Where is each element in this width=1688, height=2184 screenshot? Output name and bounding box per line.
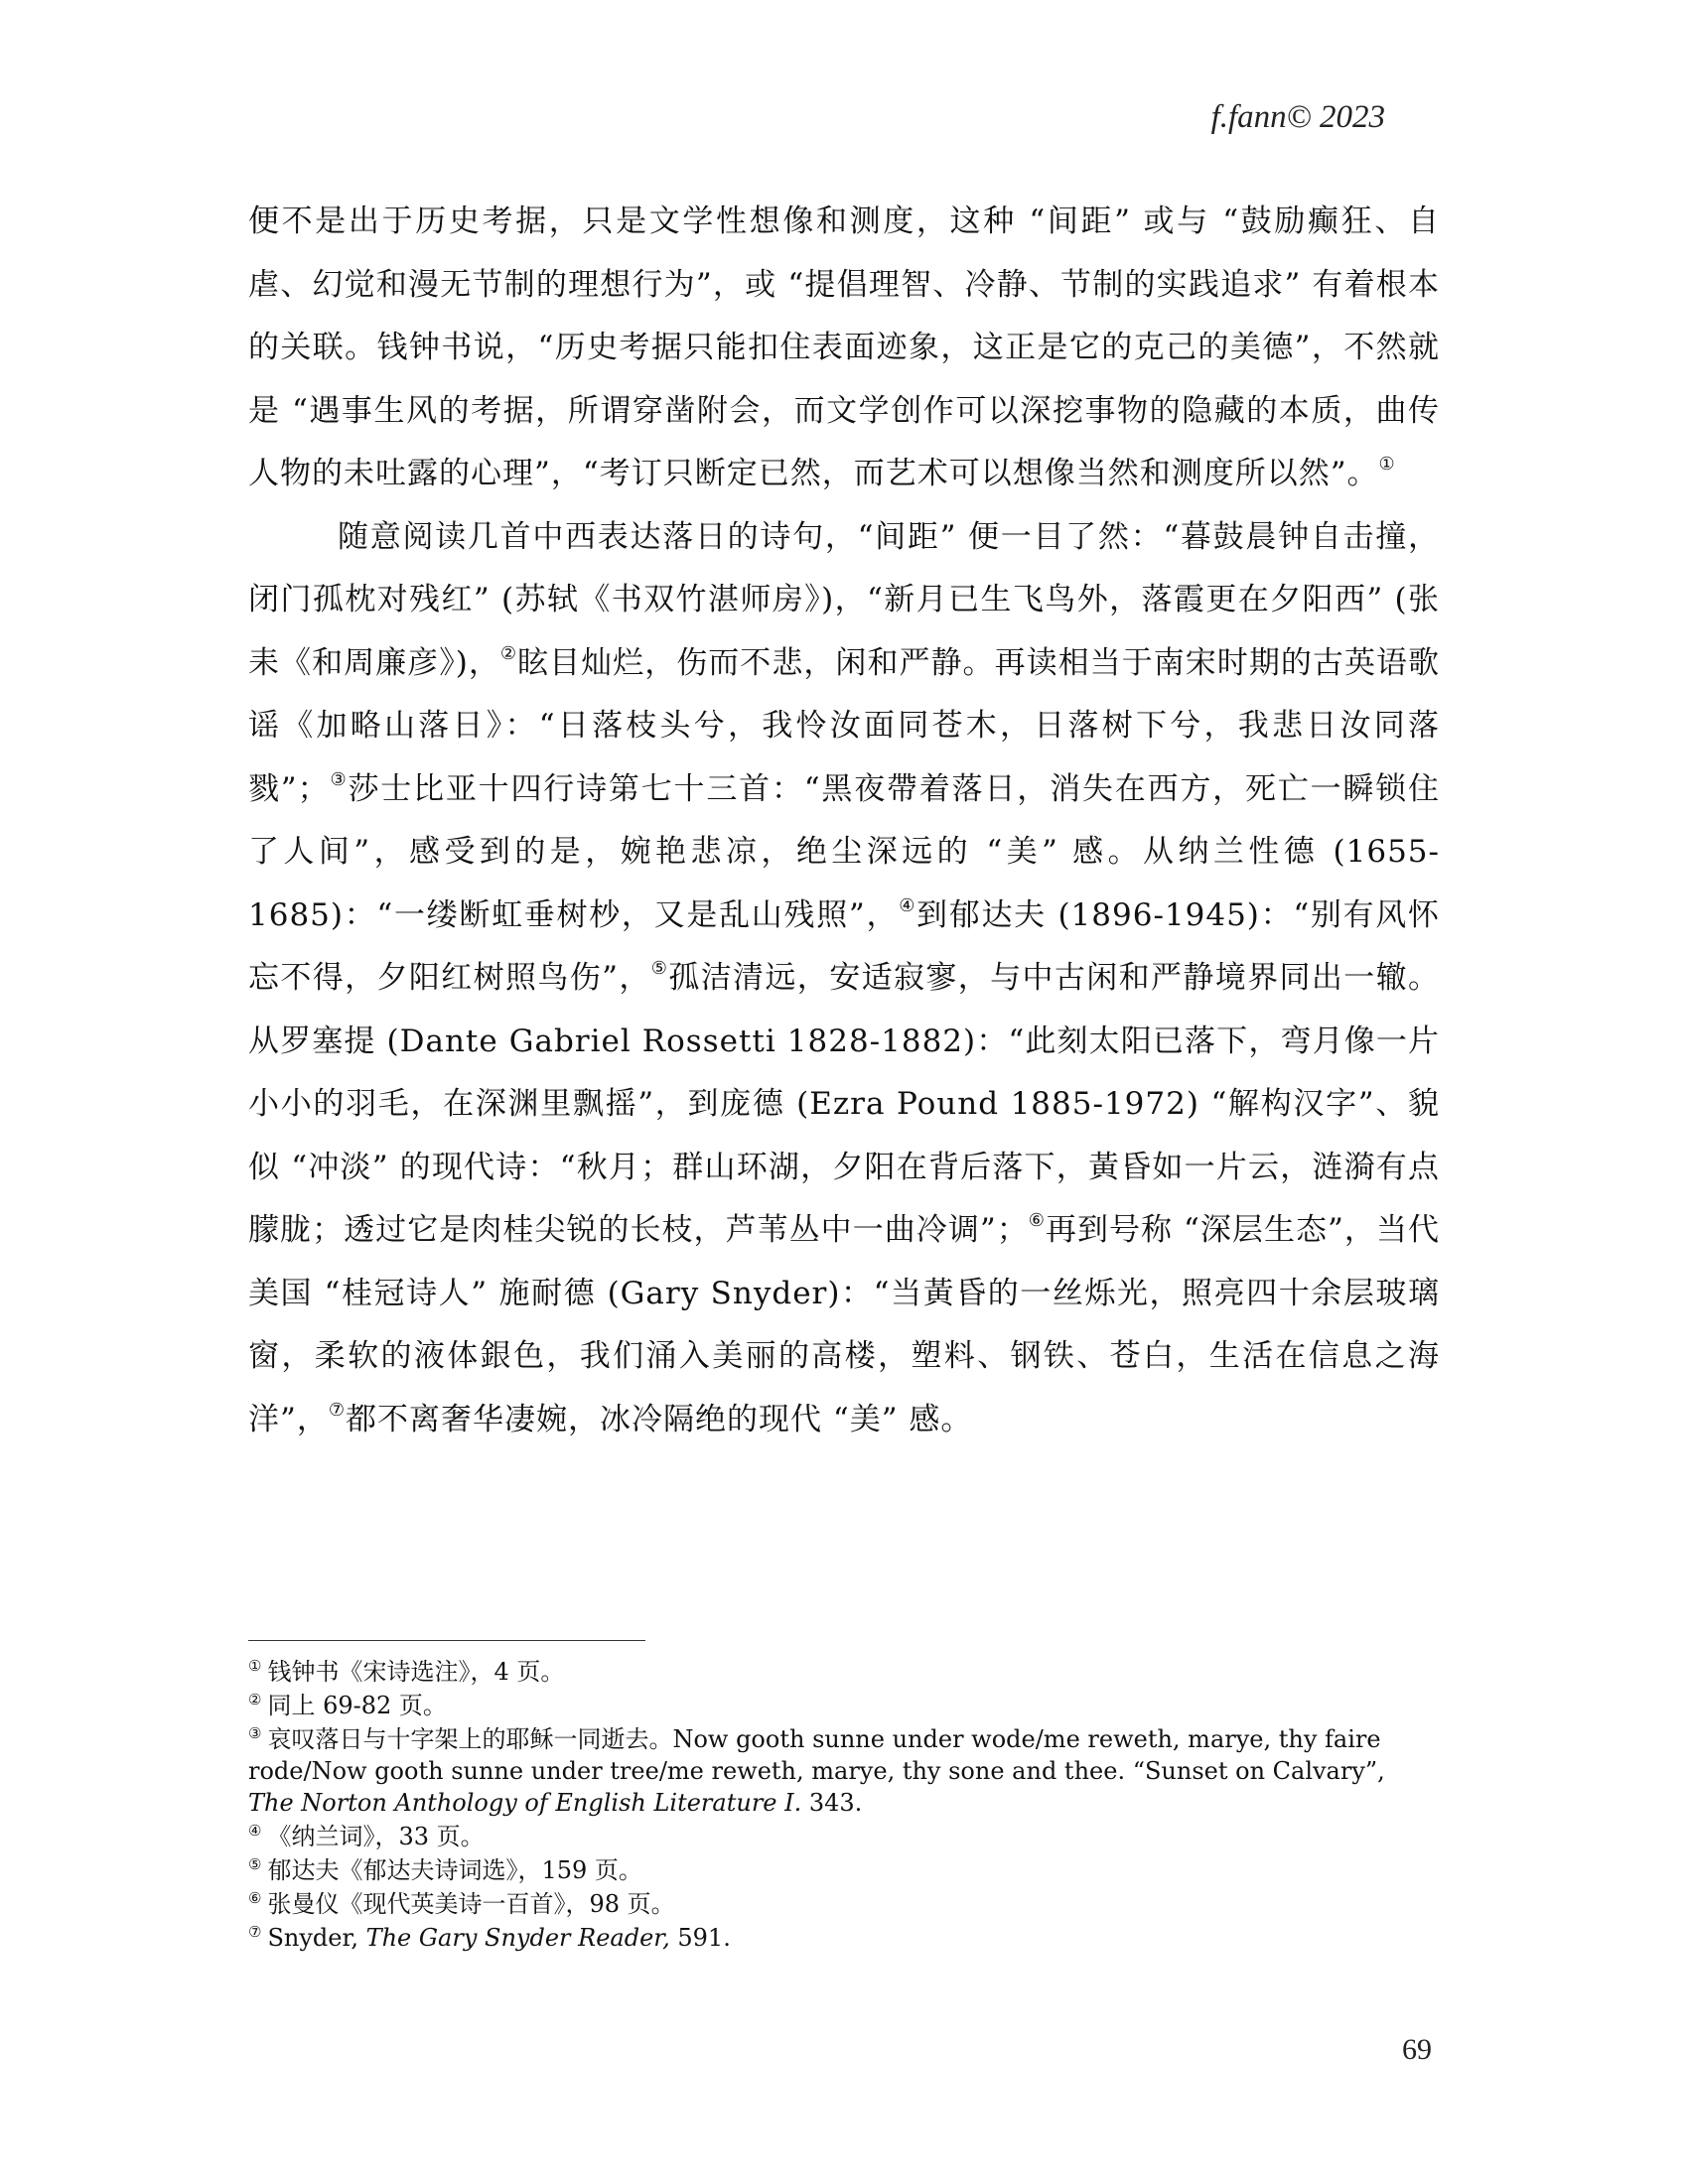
footnote-number: ② [248, 1691, 262, 1708]
footnote-marker-2: ② [499, 642, 518, 664]
footnote-number: ④ [248, 1822, 262, 1840]
footnote-marker-7: ⑦ [328, 1399, 346, 1421]
footnote-number: ⑥ [248, 1889, 262, 1907]
paragraph-2-text-6: 再到号称 “深层生态”，当代美国 “桂冠诗人” 施耐德 (Gary Snyder)：“当黃昏的一丝烁光，照亮四十余层玻璃窗，柔软的液体銀色，我们涌入美丽的高楼，塑料、钢铁、苍白，生活在信息之海洋”， [248, 1212, 1440, 1437]
footnote-6 [248, 1888, 1410, 1920]
paragraph-2-text-5: 孤洁清远，安适寂寥，与中古闲和严静境界同出一辙。从罗塞提 (Dante Gabriel Rossetti 1828-1882)：“此刻太阳已落下，弯月像一片小小的羽毛，在深渊里飘摇”，到庞德 (Ezra Pound 1885-1972) “解构汉字”、貌似 “冲淡” 的现代诗：“秋月；群山环湖，夕阳在背后落下，黃昏如一片云，涟漪有点朦胧；透过它是肉桂尖锐的长枝，芦苇丛中一曲冷调”； [248, 960, 1440, 1248]
footnote-3 [248, 1723, 1410, 1819]
paragraph-1 [248, 191, 1440, 506]
footnotes [248, 1656, 1410, 1956]
footnote-text: 钱钟书《宋诗选注》，4 页。 [267, 1658, 565, 1686]
footnote-number: ⑦ [248, 1923, 262, 1941]
footnote-page: 343. [801, 1789, 863, 1817]
footnote-text: 张曼仪《现代英美诗一百首》，98 页。 [267, 1890, 675, 1918]
footnote-1 [248, 1656, 1410, 1688]
footnote-4 [248, 1821, 1410, 1852]
footnote-number: ① [248, 1657, 262, 1675]
footnote-marker-1: ① [1378, 454, 1396, 475]
footnote-marker-4: ④ [899, 894, 917, 916]
footnote-marker-6: ⑥ [1028, 1210, 1046, 1231]
footnote-number: ③ [248, 1724, 262, 1742]
footnote-7 [248, 1922, 1410, 1954]
paragraph-1-text: 便不是出于历史考据，只是文学性想像和测度，这种 “间距” 或与 “鼓励癫狂、自虐、幻觉和漫无节制的理想行为”，或 “提倡理智、冷静、节制的实践追求” 有着根本的关联。钱钟书说，“历史考据只能扣住表面迹象，这正是它的克己的美德”，不然就是 “遇事生风的考据，所谓穿凿附会，而文学创作可以深挖事物的隐藏的本质，曲传人物的未吐露的心理”，“考订只断定已然，而艺术可以想像当然和测度所以然”。 [248, 204, 1440, 491]
page-number: 69 [1402, 2033, 1432, 2066]
footnote-text: 哀叹落日与十字架上的耶稣一同逝去。Now gooth sunne under wode/me reweth, marye, thy faire rode/Now gooth sunne under tree/me reweth, marye, thy sone and thee. “Sunset on Calvary”, [248, 1725, 1385, 1785]
footnote-marker-5: ⑤ [650, 958, 669, 979]
paragraph-2-text-4: 到郁达夫 (1896-1945)：“别有风怀忘不得，夕阳红树照鸟伤”， [248, 896, 1441, 996]
footnote-text: 《纳兰词》，33 页。 [267, 1823, 485, 1850]
paragraph-2-text-1: 随意阅读几首中西表达落日的诗句，“间距” 便一目了然：“暮鼓晨钟自击撞，闭门孤枕对残红” (苏轼《书双竹湛师房》)，“新月已生飞鸟外，落霞更在夕阳西” (张耒《和周廉彦》)， [248, 518, 1440, 681]
footnote-marker-3: ③ [329, 768, 349, 790]
footnote-text: 同上 69-82 页。 [267, 1692, 447, 1719]
paragraph-2-text-3: 莎士比亚十四行诗第七十三首：“黑夜帶着落日，消失在西方，死亡一瞬锁住了人间”，感受到的是，婉艳悲凉，绝尘深远的 “美” 感。从纳兰性德 (1655-1685)：“一缕断虹垂树杪，又是乱山残照”， [248, 770, 1440, 933]
paragraph-2-text-7: 都不离奢华凄婉，冰冷隔绝的现代 “美” 感。 [346, 1401, 973, 1437]
footnote-book-title: The Gary Snyder Reader, [365, 1924, 670, 1952]
main-text [248, 191, 1440, 1451]
footnote-text: 郁达夫《郁达夫诗词选》，159 页。 [267, 1856, 642, 1884]
footnote-divider [248, 1640, 645, 1641]
paragraph-2-text-2: 眩目灿烂，伤而不悲，闲和严静。再读相当于南宋时期的古英语歌谣《加略山落日》：“日落枝头兮，我怜汝面同苍木，日落树下兮，我悲日汝同落戮”； [248, 644, 1441, 807]
footnote-page: 591. [669, 1924, 731, 1952]
footnote-text: Snyder, [267, 1924, 366, 1952]
footnote-2 [248, 1690, 1410, 1721]
paragraph-2 [248, 506, 1440, 1452]
footnote-book-title: The Norton Anthology of English Literature I. [248, 1789, 802, 1817]
footnote-number: ⑤ [248, 1855, 262, 1873]
footnote-5 [248, 1854, 1410, 1886]
running-header: f.fann© 2023 [1210, 99, 1385, 135]
